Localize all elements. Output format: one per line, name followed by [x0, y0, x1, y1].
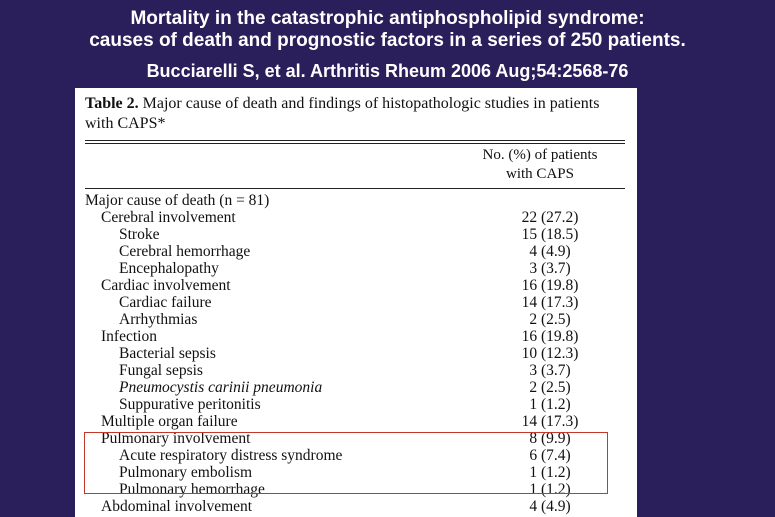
- table-rule-top: [85, 140, 625, 141]
- row-value: 15 (18.5): [521, 226, 579, 243]
- row-label: Encephalopathy: [119, 260, 219, 277]
- table-rule-header: [85, 188, 625, 189]
- row-value: 1 (1.2): [529, 481, 571, 498]
- row-label: Infection: [101, 328, 157, 345]
- table-label: Table 2.: [85, 95, 139, 112]
- table-row: [85, 209, 625, 226]
- row-label: Pneumocystis carinii pneumonia: [119, 379, 323, 396]
- row-label: Pulmonary hemorrhage: [119, 481, 265, 498]
- row-label: Bacterial sepsis: [119, 345, 216, 362]
- table-rule-top-double: [85, 143, 625, 144]
- table-row: [85, 260, 625, 277]
- row-value: 1 (1.2): [529, 396, 571, 413]
- table-row: [85, 226, 625, 243]
- row-label: Pulmonary embolism: [119, 464, 253, 481]
- row-value: 3 (3.7): [529, 362, 571, 379]
- row-label: Major cause of death (n = 81): [85, 192, 270, 209]
- table-row: [85, 430, 625, 447]
- table-image-panel: [75, 88, 637, 517]
- row-value: 3 (3.7): [529, 260, 571, 277]
- row-value: 2 (2.5): [529, 379, 571, 396]
- row-label: Cerebral involvement: [101, 209, 236, 226]
- slide-header: [0, 8, 775, 82]
- row-value: 2 (2.5): [529, 311, 571, 328]
- row-label: Stroke: [119, 226, 160, 243]
- row-value: 4 (4.9): [529, 498, 571, 515]
- row-label: Acute respiratory distress syndrome: [119, 447, 343, 464]
- table-row: [85, 192, 625, 209]
- row-label: Fungal sepsis: [119, 362, 203, 379]
- table-row: [85, 345, 625, 362]
- row-label: Pulmonary involvement: [101, 430, 251, 447]
- table-row: [85, 481, 625, 498]
- row-value: 10 (12.3): [521, 345, 579, 362]
- slide-title-line-1: Mortality in the catastrophic antiphospholipid syndrome:: [130, 8, 645, 29]
- table-row: [85, 243, 625, 260]
- table-caption: [85, 94, 625, 134]
- table-row: [85, 447, 625, 464]
- table-row: [85, 498, 625, 515]
- table-row: [85, 413, 625, 430]
- row-label: Cardiac failure: [119, 294, 212, 311]
- table-row: [85, 396, 625, 413]
- row-label: Arrhythmias: [119, 311, 198, 328]
- table-row: [85, 379, 625, 396]
- row-value: 16 (19.8): [521, 277, 579, 294]
- row-value: 22 (27.2): [521, 209, 579, 226]
- row-label: Cerebral hemorrhage: [119, 243, 251, 260]
- row-value: 4 (4.9): [529, 243, 571, 260]
- slide-title-line-2: causes of death and prognostic factors in a series of 250 patients.: [89, 30, 686, 51]
- table-row: [85, 464, 625, 481]
- row-label: Abdominal involvement: [101, 498, 253, 515]
- row-value: 14 (17.3): [521, 294, 579, 311]
- table-body: [85, 192, 625, 515]
- row-label: Cardiac involvement: [101, 277, 231, 294]
- row-value: 1 (1.2): [529, 464, 571, 481]
- row-label: Multiple organ failure: [101, 413, 238, 430]
- row-value: 6 (7.4): [529, 447, 571, 464]
- column-header-line-2: with CAPS: [506, 166, 574, 182]
- table-row: [85, 328, 625, 345]
- table-caption-text: Major cause of death and findings of histopathologic studies in patients with CAPS*: [85, 95, 600, 132]
- column-header: [455, 146, 625, 184]
- row-value: 16 (19.8): [521, 328, 579, 345]
- row-value: 14 (17.3): [521, 413, 579, 430]
- row-label: Suppurative peritonitis: [119, 396, 261, 413]
- row-value: 8 (9.9): [529, 430, 571, 447]
- table-row: [85, 311, 625, 328]
- table-row: [85, 277, 625, 294]
- citation: Bucciarelli S, et al. Arthritis Rheum 2006 Aug;54:2568-76: [146, 61, 629, 81]
- table-row: [85, 294, 625, 311]
- table-row: [85, 362, 625, 379]
- column-header-line-1: No. (%) of patients: [482, 147, 598, 163]
